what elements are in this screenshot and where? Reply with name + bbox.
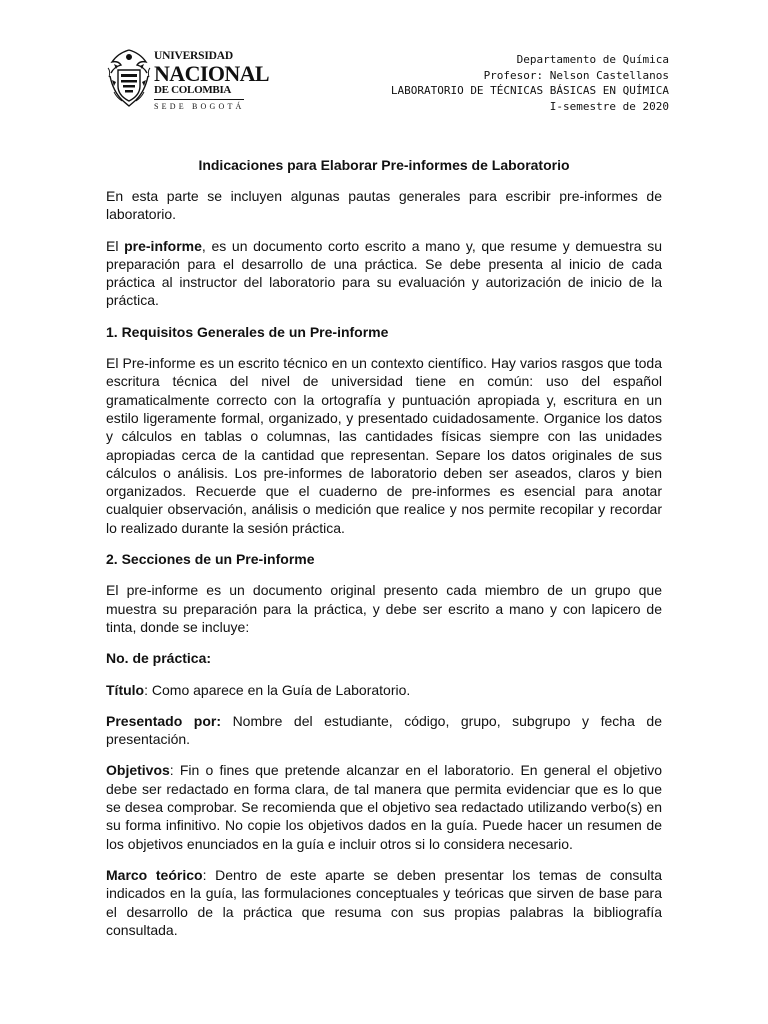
- logo-line-sede: SEDE BOGOTÁ: [154, 102, 245, 111]
- section-1-heading: 1. Requisitos Generales de un Pre-informe: [106, 323, 389, 340]
- field-titulo: [106, 681, 662, 699]
- field-text: : Dentro de este aparte se deben presentar los temas de consulta indicados en la guía, las formulaciones conceptuales y teóricas que sirven de base para el desarrollo de la práctica que resuma con sus propias palabras la bibliografía consultada.: [106, 866, 662, 938]
- field-text: Nombre del estudiante, código, grupo, subgrupo y fecha de presentación.: [106, 712, 662, 748]
- department-line: Departamento de Química: [516, 53, 669, 66]
- document-title: Indicaciones para Elaborar Pre-informes de Laboratorio: [198, 157, 570, 173]
- section-1-body: El Pre-informe es un escrito técnico en un contexto científico. Hay varios rasgos que toda escritura técnica del nivel de universidad tiene en común: uso del español gramaticalmente correcto con la ortografía y puntuación apropiada y, escritura en un estilo ligeramente formal, organizado, y presentado cuidadosamente. Organice los datos y cálculos en tablas o columnas, las cantidades físicas siempre con las unidades apropiadas cerca de la cantidad que representan. Separe los datos originales de sus cálculos o análisis. Los pre-informes de laboratorio deben ser aseados, claros y bien organizados. Recuerde que el cuaderno de pre-informes es esencial para anotar cualquier observación, análisis o medición que realice y nos permite recopilar y recordar lo realizado durante la sesión práctica.: [106, 355, 662, 536]
- department-info: [391, 52, 669, 114]
- definition-rest: , es un documento corto escrito a mano y, que resume y demuestra su preparación para el desarrollo de una práctica. Se debe presenta al inicio de cada práctica al instructor del laboratorio para su evaluación y autorización de inicio de la práctica.: [106, 237, 662, 309]
- logo-line-nacional: NACIONAL: [154, 61, 269, 86]
- field-text: : Fin o fines que pretende alcanzar en el laboratorio. En general el objetivo debe ser redactado en forma clara, de tal manera que permita evidenciar que es lo que se desea comprobar. Se recomienda que el objetivo sea redactado utilizando verbo(s) en su forma infinitivo. No copie los objetivos dados en la guía. Puede hacer un resumen de los objetivos enunciados en la guía e incluir otros si lo considera necesario.: [106, 762, 662, 852]
- logo-line-de-colombia: DE COLOMBIA: [154, 84, 232, 96]
- university-seal-icon: [106, 46, 152, 110]
- semester-line: I-semestre de 2020: [549, 99, 669, 113]
- definition-paragraph: [106, 237, 662, 310]
- university-wordmark: [154, 50, 269, 112]
- field-no-practica: [106, 649, 662, 667]
- field-marco-teorico: [106, 866, 662, 939]
- field-text: : Como aparece en la Guía de Laboratorio.: [144, 681, 411, 698]
- document-body: [106, 156, 662, 952]
- field-label: Marco teórico: [106, 866, 203, 883]
- course-line: LABORATORIO DE TÉCNICAS BÁSICAS EN QUÍMICA: [390, 84, 669, 97]
- field-label: Objetivos: [106, 762, 170, 779]
- field-presentado-por: [106, 712, 662, 749]
- field-label: No. de práctica:: [106, 650, 212, 667]
- section-2-body: El pre-informe es un documento original presento cada miembro de un grupo que muestra su preparación para la práctica, y debe ser escrito a mano y con lapicero de tinta, donde se incluye:: [106, 582, 662, 635]
- field-objetivos: [106, 761, 662, 852]
- section-2-heading: 2. Secciones de un Pre-informe: [106, 551, 315, 568]
- field-label: Presentado por:: [106, 712, 222, 729]
- professor-line: Profesor: Nelson Castellanos: [483, 68, 669, 82]
- logo-divider: [154, 99, 244, 100]
- definition-lead: El: [106, 237, 125, 254]
- university-logo: [106, 44, 269, 116]
- logo-line-universidad: UNIVERSIDAD: [154, 50, 233, 62]
- definition-term: pre-informe: [124, 237, 202, 254]
- field-label: Título: [106, 681, 145, 698]
- intro-paragraph: En esta parte se incluyen algunas pautas generales para escribir pre-informes de laboratorio.: [106, 188, 662, 223]
